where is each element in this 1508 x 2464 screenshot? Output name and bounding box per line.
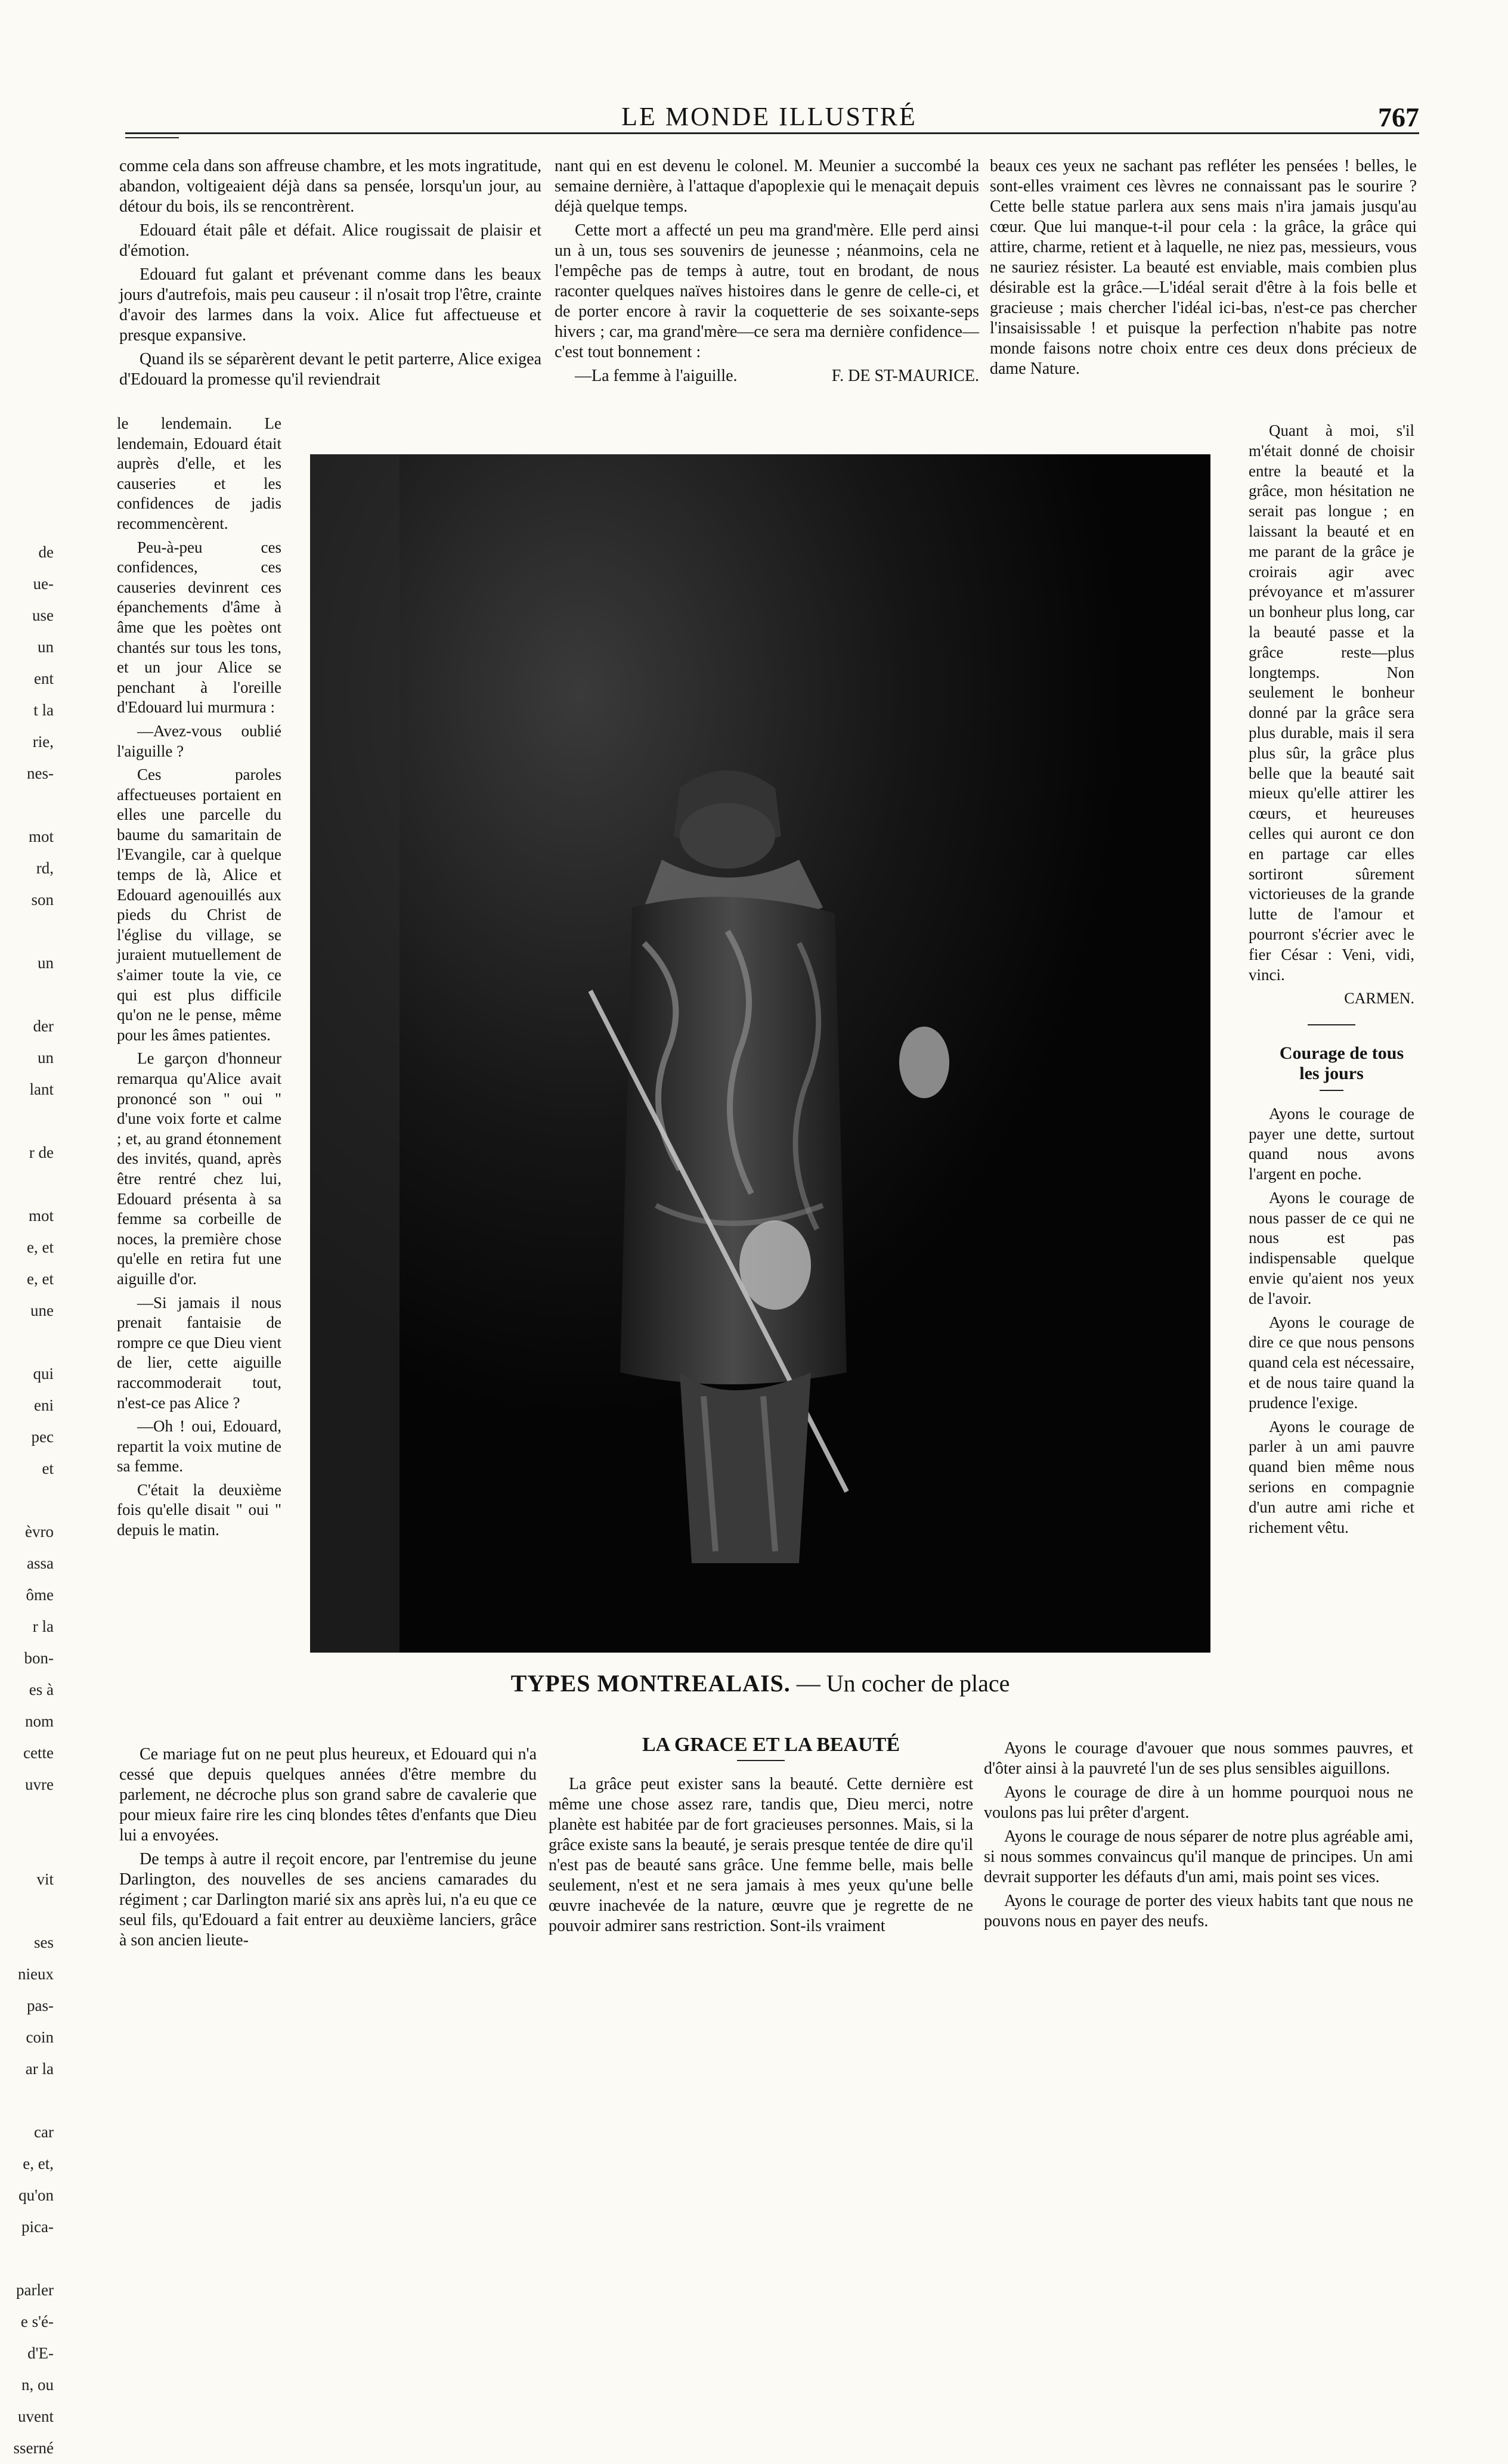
paragraph: C'était la deuxième fois qu'elle disait " oui " depuis le matin. <box>117 1480 281 1539</box>
strip-fragment: der <box>33 1017 54 1035</box>
author-signature: F. DE ST-MAURICE. <box>831 367 979 385</box>
paragraph: Le garçon d'honneur remarqua qu'Alice avait prononcé son " oui " d'une voix forte et calme ; et, au grand étonnement des invités, quand, après être rentré chez lui, Edouard présenta à sa femme sa corbeille de noces, la première chose qu'elle en retira fut une aiguille d'or. <box>117 1049 281 1288</box>
strip-fragment <box>0 1326 54 1358</box>
page-number: 767 <box>1378 102 1419 132</box>
paragraph: Ce mariage fut on ne peut plus heureux, et Edouard qui n'a cessé que depuis quelques années d'être membre du parlement, ne décroche plus son grand sabre de cavalerie que pour mieux faire rire les cinq blondes têtes d'enfants que Dieu lui a envoyées. <box>119 1745 537 1845</box>
column-1-top <box>119 156 541 393</box>
paragraph: Ayons le courage de dire ce que nous pensons quand cela est nécessaire, et de nous taire quand la prudence l'exige. <box>1249 1313 1414 1412</box>
strip-fragment: d'E- <box>27 2344 54 2362</box>
strip-fragment: r la <box>32 1617 54 1635</box>
strip-fragment: r de <box>29 1143 54 1161</box>
strip-fragment <box>0 916 54 947</box>
strip-fragment: qu'on <box>18 2186 54 2204</box>
strip-fragment <box>0 979 54 1011</box>
strip-fragment: uvre <box>25 1775 54 1793</box>
paragraph: Ayons le courage de nous séparer de notre plus agréable ami, si nous sommes convaincus qu'il manque de principes. Un ami devrait supporter les défauts d'un ami, mais point ses vices. <box>984 1827 1413 1886</box>
article-title: LA GRACE ET LA BEAUTÉ <box>642 1734 900 1756</box>
strip-fragment: nom <box>24 1712 54 1730</box>
paragraph: le lendemain. Le lendemain, Edouard était auprès d'elle, et les causeries et les confidences de jadis recommencèrent. <box>117 414 281 532</box>
strip-fragment: ar la <box>25 2060 54 2078</box>
strip-fragment: qui <box>33 1365 54 1383</box>
strip-fragment: èvro <box>25 1523 54 1541</box>
column-3-top <box>990 156 1417 383</box>
strip-fragment: coin <box>26 2028 54 2046</box>
author-signature: CARMEN. <box>1344 990 1414 1008</box>
signature-line <box>555 366 979 386</box>
strip-fragment: e, et <box>27 1270 54 1288</box>
strip-fragment: ôme <box>26 1586 54 1604</box>
strip-fragment <box>0 2085 54 2116</box>
strip-fragment <box>0 789 54 821</box>
strip-fragment: eni <box>34 1396 54 1414</box>
strip-fragment: rd, <box>36 859 54 877</box>
newspaper-title: LE MONDE ILLUSTRÉ <box>621 102 917 131</box>
strip-fragment <box>0 1832 54 1864</box>
strip-fragment <box>0 1895 54 1927</box>
caption-text: — Un cocher de place <box>790 1670 1010 1697</box>
strip-fragment <box>0 2243 54 2274</box>
strip-fragment: ue- <box>33 575 54 593</box>
strip-fragment: une <box>30 1301 54 1319</box>
strip-fragment: e, et <box>27 1238 54 1256</box>
paragraph: Quand ils se séparèrent devant le petit parterre, Alice exigea d'Edouard la promesse qu'il reviendrait <box>119 350 541 389</box>
strip-fragment: son <box>31 891 54 909</box>
adjacent-page-strip <box>0 537 54 2464</box>
paragraph: Quant à moi, s'il m'était donné de choisir entre la beauté et la grâce, mon hésitation ne serait pas longue ; en laissant la beauté et en me parant de la grâce je croirais agir avec prévoyance et m'assurer un bonheur plus long, car la beauté passe et la grâce reste—plus longtemps. Non seulement le bonheur donné par la grâce sera plus durable, mais il sera plus sûr, la grâce plus belle que la beauté sait mieux qu'elle attirer les cœurs, et heureuses celles qui auront ce don en partage car elles sortiront sûrement victorieuses de la grande lutte de l'amour et pourront s'écrier avec le fier César : Veni, vidi, vinci. <box>1249 421 1414 984</box>
strip-fragment: nes- <box>27 764 54 782</box>
title-separator <box>1320 1090 1343 1091</box>
strip-fragment: rie, <box>32 733 54 751</box>
strip-fragment: sserné <box>13 2439 54 2457</box>
paragraph: beaux ces yeux ne sachant pas refléter les pensées ! belles, le sont-elles vraiment ces lèvres ne connaissant pas le sourire ? Cette belle statue parlera aux sens mais n'ira jamais jusqu'au cœur. Que lui manque-t-il pour cela : la grâce, la grâce qui attire, charme, retient et à laquelle, ne niez pas, messieurs, vous ne sauriez résister. La beauté est enviable, mais combien plus désirable est la grâce.—L'idéal serait d'être à la fois belle et gracieuse ; mais chercher l'idéal ici-bas, n'est-ce pas chercher l'insaisissable ! et puisque la perfection n'habite pas notre monde faisons notre choix entre ces deux dons précieux de dame Nature. <box>990 157 1417 378</box>
strip-fragment: mot <box>28 1207 54 1225</box>
paragraph: Ayons le courage d'avouer que nous sommes pauvres, et d'ôter ainsi à la pauvreté l'un de ses plus sensibles aiguillons. <box>984 1739 1413 1778</box>
strip-fragment: pec <box>31 1428 54 1446</box>
paragraph: De temps à autre il reçoit encore, par l'entremise du jeune Darlington, des nouvelles de ses anciens camarades du régiment ; car Darlington marié six ans après lui, n'a eu que ce seul fils, qu'Edouard a fait entrer au deuxième lanciers, grâce à son ancien lieute- <box>119 1850 537 1949</box>
paragraph: Ces paroles affectueuses portaient en elles une parcelle du baume du samaritain de l'Evangile, car à quelque temps de là, Alice et Edouard agenouillés aux pieds du Christ de l'église du village, se juraient mutuellement de s'aimer toute la vie, ce qui est plus difficile qu'on ne le pense, même pour les âmes patientes. <box>117 765 281 1044</box>
page-header <box>119 101 1419 137</box>
strip-fragment: et <box>42 1459 54 1477</box>
strip-fragment: nieux <box>18 1965 54 1983</box>
strip-fragment: cette <box>23 1744 54 1762</box>
paragraph: Ayons le courage de payer une dette, surtout quand nous avons l'argent en poche. <box>1249 1104 1414 1183</box>
photo-cocher-de-place <box>310 454 1210 1653</box>
strip-fragment <box>0 1800 54 1832</box>
strip-fragment <box>0 1484 54 1516</box>
paragraph: —Avez-vous oublié l'aiguille ? <box>117 721 281 760</box>
column-2-bottom <box>549 1735 973 1940</box>
strip-fragment: de <box>38 543 54 561</box>
strip-fragment: parler <box>16 2281 54 2299</box>
paragraph: comme cela dans son affreuse chambre, et les mots ingratitude, abandon, voltigeaient déjà dans sa pensée, lorsqu'un jour, au détour du bois, ils se rencontrèrent. <box>119 157 541 216</box>
column-3-narrow <box>1249 421 1414 1541</box>
paragraph: —Oh ! oui, Edouard, repartit la voix mutine de sa femme. <box>117 1417 281 1476</box>
paragraph: Ayons le courage de dire à un homme pourquoi nous ne voulons pas lui prêter d'argent. <box>984 1783 1413 1822</box>
paragraph: Peu-à-peu ces confidences, ces causeries devinrent ces épanchements d'âme à âme que les poètes ont chantés sur tous les tons, et un jour Alice se penchant à l'oreille d'Edouard lui murmura : <box>117 538 281 717</box>
column-1-narrow <box>117 414 281 1544</box>
strip-fragment: mot <box>28 827 54 845</box>
strip-fragment <box>0 1105 54 1137</box>
strip-fragment: pas- <box>27 1997 54 2014</box>
paragraph: Ayons le courage de porter des vieux habits tant que nous ne pouvons nous en payer des neufs. <box>984 1892 1413 1930</box>
strip-fragment: car <box>34 2123 54 2141</box>
paragraph: Ayons le courage de parler à un ami pauvre quand bien même nous serions en compagnie d'un autre ami riche et richement vêtu. <box>1249 1417 1414 1536</box>
coachman-figure-illustration <box>310 454 1210 1653</box>
strip-fragment: ent <box>34 670 54 687</box>
paragraph: nant qui en est devenu le colonel. M. Meunier a succombé la semaine dernière, à l'attaque d'apoplexie qui le menaçait depuis déjà quelque temps. <box>555 157 979 216</box>
strip-fragment: uvent <box>18 2407 54 2425</box>
strip-fragment: assa <box>27 1554 54 1572</box>
strip-fragment: ses <box>34 1933 54 1951</box>
strip-fragment: n, ou <box>21 2376 54 2394</box>
strip-fragment: vit <box>36 1870 54 1888</box>
strip-fragment: e s'é- <box>20 2313 54 2330</box>
paragraph: Edouard était pâle et défait. Alice rougissait de plaisir et d'émotion. <box>119 221 541 260</box>
strip-fragment: t la <box>33 701 54 719</box>
strip-fragment: un <box>38 638 54 656</box>
header-rule-short <box>125 137 179 138</box>
caption-heading: TYPES MONTREALAIS. <box>510 1670 791 1697</box>
section-title: Courage de tous les jours <box>1279 1043 1404 1083</box>
closing-line: —La femme à l'aiguille. <box>575 367 738 385</box>
paragraph: —Si jamais il nous prenait fantaisie de rompre ce que Dieu vient de lier, cette aiguille raccommoderait tout, n'est-ce pas Alice ? <box>117 1293 281 1412</box>
strip-fragment: e, et, <box>23 2155 54 2172</box>
strip-fragment: pica- <box>21 2218 54 2236</box>
strip-fragment: use <box>32 606 54 624</box>
strip-fragment: un <box>38 1049 54 1067</box>
column-2-top <box>555 156 979 390</box>
title-separator <box>737 1760 785 1761</box>
strip-fragment: es à <box>29 1681 54 1699</box>
strip-fragment <box>0 1169 54 1200</box>
paragraph: Ayons le courage de nous passer de ce qui ne nous est pas indispensable quelque envie qu'aient nos yeux de l'avoir. <box>1249 1188 1414 1307</box>
section-separator <box>1308 1024 1355 1025</box>
column-3-bottom <box>984 1738 1413 1935</box>
header-rule <box>125 132 1419 134</box>
strip-fragment: un <box>38 954 54 972</box>
paragraph: Cette mort a affecté un peu ma grand'mère. Elle perd ainsi un à un, tous ses souvenirs de jeunesse ; néanmoins, cela ne l'empêche pas de temps à autre, tout en brodant, de nous raconter quelques naïves histoires dans le genre de celle-ci, et de porter encore à ravir la coquetterie de ses soixante-seps hivers ; car, ma grand'mère—ce sera ma dernière confidence—c'est tout bonnement : <box>555 221 979 361</box>
photo-caption <box>310 1669 1210 1697</box>
paragraph: Edouard fut galant et prévenant comme dans les beaux jours d'autrefois, mais peu causeur : il n'osait trop l'être, crainte d'avoir des larmes dans la voix. Alice fut affectueuse et presque expansive. <box>119 265 541 345</box>
column-1-bottom <box>119 1744 537 1954</box>
strip-fragment: lant <box>29 1080 54 1098</box>
strip-fragment: bon- <box>24 1649 54 1667</box>
paragraph: La grâce peut exister sans la beauté. Cette dernière est même une chose assez rare, tandis que, Dieu merci, notre planète est habitée par de fort gracieuses personnes. Mais, si la grâce existe sans la beauté, je serais presque tentée de dire qu'il n'est pas de beauté sans grâce. Une femme belle, mais belle seulement, n'est et ne sera jamais à mes yeux qu'une belle œuvre inachevée de la nature, œuvre que je regrette de ne pouvoir admirer sans restriction. Sont-ils vraiment <box>549 1775 973 1935</box>
